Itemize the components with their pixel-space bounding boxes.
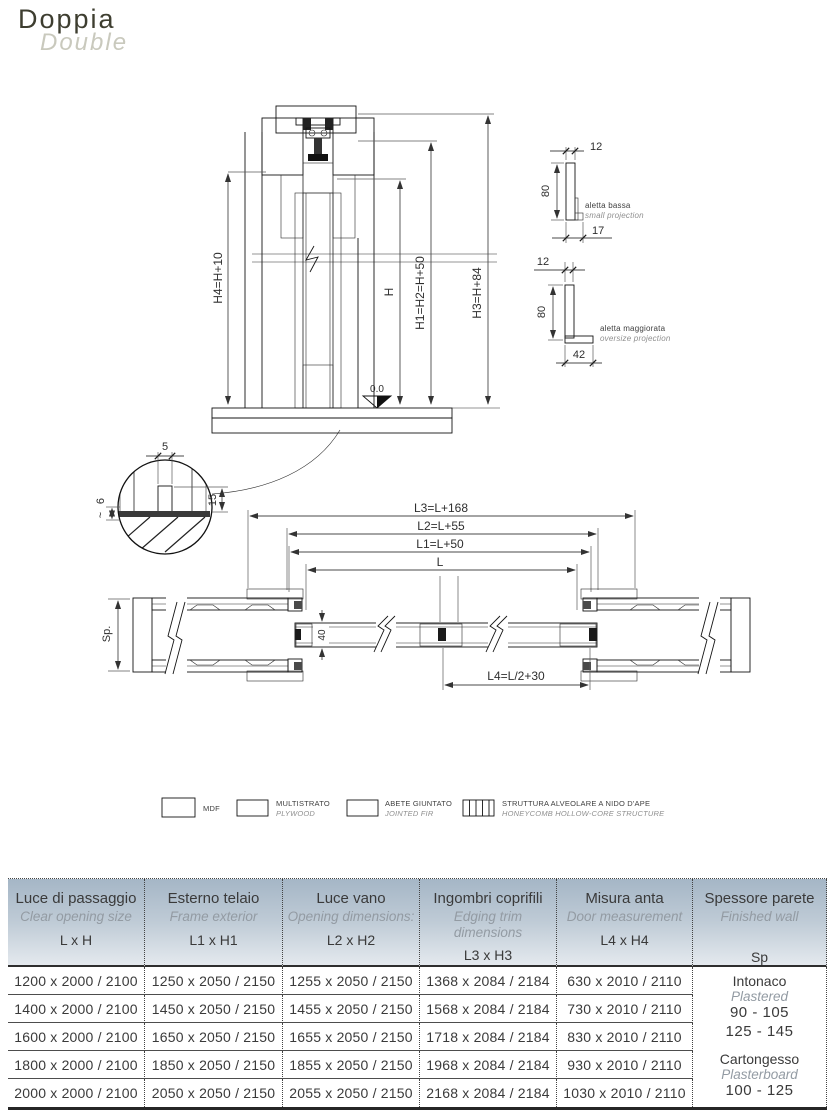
door-end-gasket (589, 628, 597, 641)
col-header-finished-wall (693, 879, 827, 967)
door-end-gasket (295, 629, 301, 640)
wall-range: 100 - 125 (725, 1081, 794, 1099)
trim-block (581, 589, 637, 599)
dim-h4: H4=H+10 (211, 252, 225, 304)
wall-thickness-cell (693, 967, 827, 1107)
legend-item-mdf (162, 798, 220, 817)
table-cell: 2000 x 2000 / 2100 (8, 1079, 145, 1107)
wall-type-it: Cartongesso (719, 1050, 800, 1067)
height-dimensions (211, 114, 494, 404)
col-title-en: Clear opening size (20, 909, 132, 924)
col-formula: L4 x H4 (600, 931, 649, 948)
table-cell: 1450 x 2050 / 2150 (145, 995, 283, 1023)
vertical-section-drawing (211, 106, 500, 494)
col-header-frame-exterior (145, 879, 283, 967)
dim-door-thickness: 40 (317, 629, 328, 641)
col-title-it: Esterno telaio (167, 890, 260, 907)
mdf-column-right (333, 175, 355, 238)
aletta-bassa-label-it: aletta bassa (585, 201, 631, 210)
dimension-table (8, 878, 827, 1110)
jointed-fir-swatch (347, 800, 378, 816)
legend-item-honeycomb (463, 799, 665, 818)
meeting-stile-gasket (438, 628, 446, 641)
table-cell: 1850 x 2050 / 2150 (145, 1051, 283, 1079)
table-cell: 1400 x 2000 / 2100 (8, 995, 145, 1023)
table-cell: 730 x 2010 / 2110 (557, 995, 693, 1023)
door-top-fir-block (303, 163, 333, 193)
wall-range: 90 - 105 (729, 1004, 790, 1022)
col-title-en: Edging trim dimensions (453, 909, 523, 940)
dim-l3: L3=L+168 (413, 501, 469, 515)
trim-block (247, 671, 303, 681)
dim-h: H (382, 287, 396, 297)
table-cell: 1368 x 2084 / 2184 (420, 967, 557, 995)
profile-foot (575, 213, 583, 220)
dim-l4: L4=L/2+30 (487, 669, 545, 683)
dim-thickness: 12 (590, 141, 603, 153)
dim-l1: L1=L+50 (416, 537, 464, 551)
page-title-italian: Doppia (18, 4, 116, 34)
profile-foot (565, 336, 593, 343)
col-formula: Sp (750, 948, 769, 965)
aletta-bassa-label-en: small projection (585, 211, 644, 220)
dim-projection: 42 (572, 349, 586, 361)
table-cell: 1455 x 2050 / 2150 (283, 995, 420, 1023)
plywood-strip-left (295, 193, 303, 408)
table-cell: 1800 x 2000 / 2100 (8, 1051, 145, 1079)
legend-label: MDF (203, 804, 220, 813)
col-title-it: Luce vano (316, 890, 386, 907)
legend-label-en: PLYWOOD (276, 809, 316, 818)
detail-floor-strip (110, 511, 210, 517)
mdf-block-right (333, 118, 374, 175)
honeycomb-core (303, 193, 333, 408)
left-pocket (133, 589, 303, 681)
table-cell: 1200 x 2000 / 2100 (8, 967, 145, 995)
materials-legend (162, 798, 665, 818)
plywood-swatch (237, 800, 268, 816)
legend-item-jointed-fir (347, 799, 452, 818)
aletta-bassa-detail (540, 141, 644, 243)
page-title-english: Double (40, 29, 129, 56)
lintel-concrete (276, 106, 356, 133)
mdf-swatch (162, 798, 195, 817)
aletta-maggiorata-detail (534, 256, 671, 367)
legend-item-plywood (237, 799, 330, 818)
table-cell: 1255 x 2050 / 2150 (283, 967, 420, 995)
table-cell: 1568 x 2084 / 2184 (420, 995, 557, 1023)
table-cell: 1655 x 2050 / 2150 (283, 1023, 420, 1051)
table-cell: 2055 x 2050 / 2150 (283, 1079, 420, 1107)
legend-label-en: JOINTED FIR (385, 809, 434, 818)
dim-height: 80 (540, 184, 552, 198)
table-body (8, 967, 827, 1107)
mdf-column-left (281, 175, 303, 238)
dim-sp: Sp. (101, 625, 113, 643)
legend-label: STRUTTURA ALVEOLARE A NIDO D'APE (502, 799, 651, 808)
table-cell: 1030 x 2010 / 2110 (557, 1079, 693, 1107)
dim-h3: H3=H+84 (470, 267, 484, 319)
col-title-it: Misura anta (585, 890, 664, 907)
plan-section-drawing (101, 501, 750, 690)
aletta-maggiorata-label-it: aletta maggiorata (600, 324, 666, 333)
table-cell: 1650 x 2050 / 2150 (145, 1023, 283, 1051)
col-title-it: Luce di passaggio (15, 890, 137, 907)
profile-bar (565, 285, 574, 338)
right-pocket (581, 589, 750, 681)
col-title-en: Finished wall (720, 909, 799, 924)
dim-h1-h2: H1=H2=H+50 (413, 256, 427, 330)
table-cell: 1855 x 2050 / 2150 (283, 1051, 420, 1079)
dim-l: L (436, 555, 444, 569)
col-formula: L3 x H3 (463, 947, 513, 964)
break-line (252, 246, 497, 272)
table-header-row (8, 879, 827, 967)
approx-sign: ~ (95, 511, 107, 519)
table-cell: 1968 x 2084 / 2184 (420, 1051, 557, 1079)
col-title-it: Ingombri coprifili (433, 890, 543, 907)
mdf-block-left (262, 118, 303, 175)
dim-projection: 17 (592, 225, 605, 237)
table-cell: 830 x 2010 / 2110 (557, 1023, 693, 1051)
floor-slab (212, 408, 500, 433)
detail-circle (118, 460, 212, 554)
dim-thickness: 12 (536, 256, 550, 268)
dim-l2: L2=L+55 (417, 519, 465, 533)
wall-type-en: Plasterboard (721, 1066, 798, 1082)
wall-type-it: Intonaco (732, 973, 787, 990)
col-header-door-measurement (557, 879, 693, 967)
trim-block (581, 671, 637, 681)
profile-bar (566, 163, 575, 220)
dim-floor-gap: 6 (95, 497, 107, 505)
table-cell: 1250 x 2050 / 2150 (145, 967, 283, 995)
col-header-edging-trim (420, 879, 557, 967)
trim-block (247, 589, 303, 599)
table-cell: 930 x 2010 / 2110 (557, 1051, 693, 1079)
door-leaves-plan (295, 610, 597, 660)
wall-range: 125 - 145 (725, 1023, 794, 1041)
l4-dimension (443, 648, 590, 690)
col-title-en: Frame exterior (169, 909, 258, 924)
table-cell: 2050 x 2050 / 2150 (145, 1079, 283, 1107)
aletta-maggiorata-label-en: oversize projection (600, 334, 671, 343)
col-formula: L1 x H1 (189, 931, 238, 948)
col-header-opening-dimensions (283, 879, 420, 967)
col-title-en: Opening dimensions: (287, 909, 415, 924)
dim-groove-depth: 15 (207, 493, 219, 507)
col-title-en: Door measurement (566, 909, 683, 924)
floor-level-marker (363, 384, 391, 408)
legend-label: ABETE GIUNTATO (385, 799, 452, 808)
bottom-guide-detail (95, 441, 228, 554)
wall-thickness-dimension (101, 599, 130, 671)
wall-type-en: Plastered (730, 989, 789, 1005)
door-bottom-fir-block (303, 365, 333, 408)
table-cell: 630 x 2010 / 2110 (557, 967, 693, 995)
floor-level-label: 0.0 (370, 384, 384, 395)
detail-guide-groove (158, 486, 172, 512)
plywood-strip-right (333, 193, 341, 408)
legend-label-en: HONEYCOMB HOLLOW-CORE STRUCTURE (502, 809, 665, 818)
table-cell: 1600 x 2000 / 2100 (8, 1023, 145, 1051)
width-dimensions (248, 501, 635, 622)
detail-leader-line (212, 430, 340, 494)
col-formula: L x H (59, 931, 93, 948)
table-cell: 2168 x 2084 / 2184 (420, 1079, 557, 1107)
col-header-clear-opening (8, 879, 145, 967)
table-cell: 1718 x 2084 / 2184 (420, 1023, 557, 1051)
legend-label: MULTISTRATO (276, 799, 330, 808)
col-formula: L2 x H2 (326, 931, 376, 948)
dim-groove-width: 5 (161, 441, 169, 453)
dim-height: 80 (536, 305, 548, 319)
col-title-it: Spessore parete (704, 890, 815, 907)
